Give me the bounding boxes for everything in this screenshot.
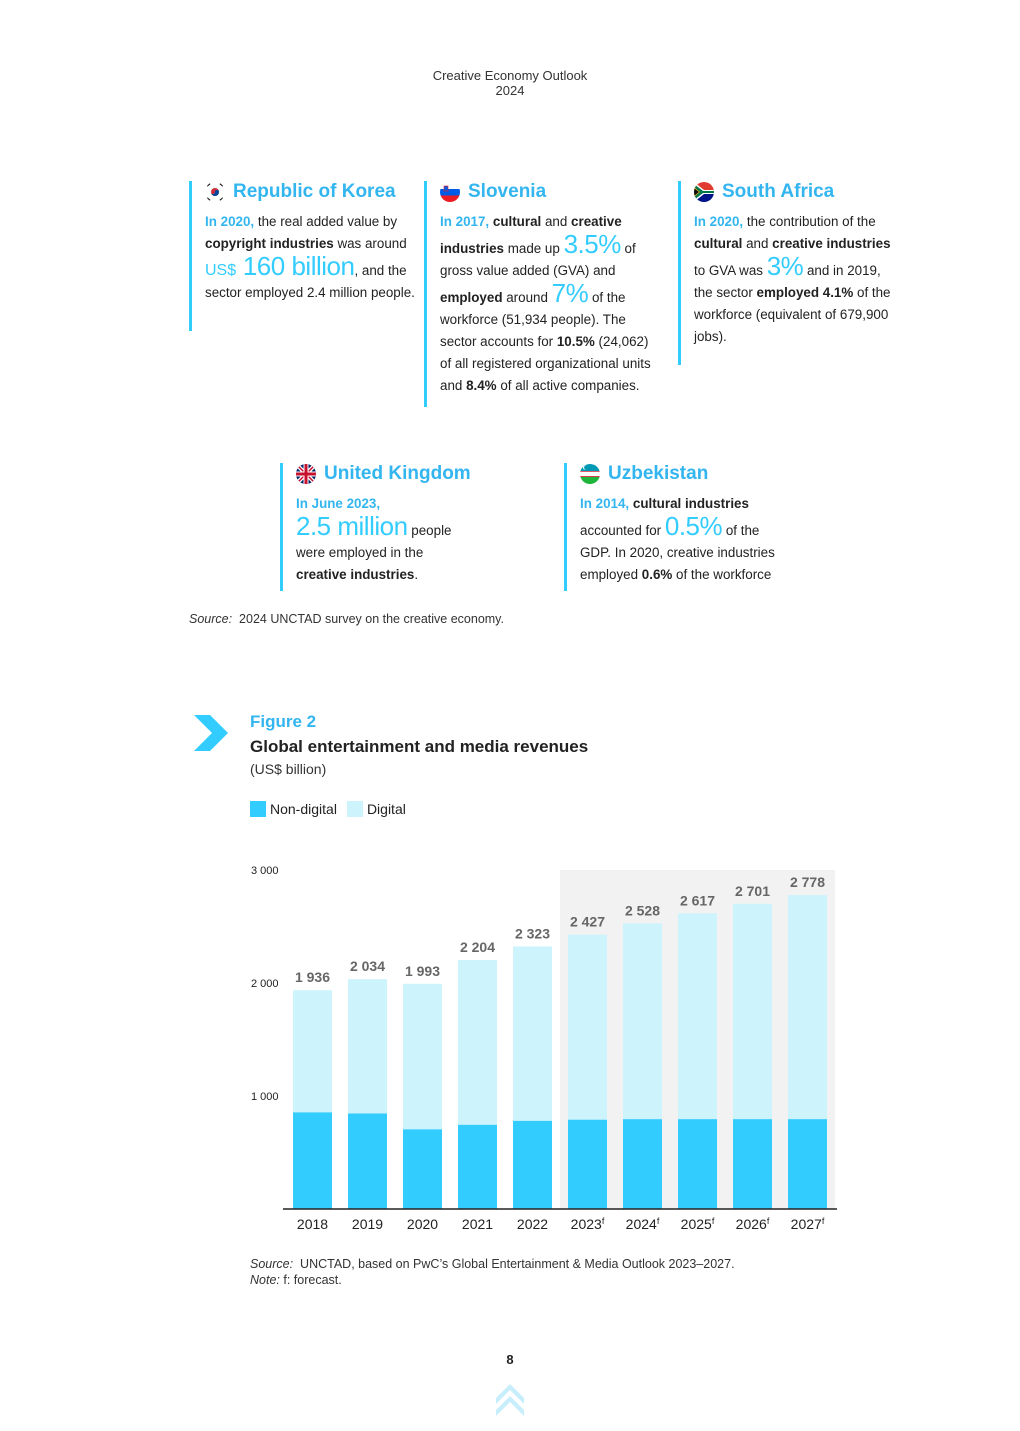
- source-note-figure: [250, 1256, 735, 1288]
- y-tick-label: 1 000: [251, 1091, 279, 1103]
- card-korea-title: [205, 181, 420, 203]
- uk-big1: 2.5 million: [296, 511, 408, 541]
- note-line: [250, 1272, 735, 1288]
- bar-digital: [458, 960, 497, 1125]
- slovenia-t7: of all active companies.: [496, 378, 640, 393]
- y-tick-label: 3 000: [251, 865, 279, 877]
- card-south-africa-heading: South Africa: [722, 181, 835, 202]
- bar-non-digital: [568, 1120, 607, 1209]
- uz-t1: accounted for: [580, 523, 665, 538]
- sa-big1: 3%: [766, 251, 804, 281]
- bar-non-digital: [513, 1121, 552, 1209]
- uz-big1: 0.5%: [664, 511, 723, 541]
- slovenia-t6: (24,062) of all registered organizational units and: [440, 334, 651, 393]
- card-south-africa-title: [694, 181, 899, 203]
- card-slovenia-title: [440, 181, 660, 203]
- slovenia-t3: of gross value added (GVA) and: [440, 241, 636, 278]
- uk-lead: In June 2023,: [296, 496, 381, 511]
- bar-non-digital: [293, 1112, 332, 1209]
- slovenia-lead: In 2017,: [440, 214, 490, 229]
- source1-label: Source:: [189, 612, 233, 626]
- bar-digital: [348, 979, 387, 1113]
- source2-label: Source:: [250, 1257, 294, 1271]
- figure-title: Global entertainment and media revenues: [250, 737, 589, 756]
- total-label: 2 427: [569, 913, 606, 930]
- card-uk-text: [296, 493, 471, 586]
- bar-digital: [623, 923, 662, 1119]
- korea-currency: US$: [205, 262, 237, 279]
- source-note-survey: [189, 611, 504, 627]
- korea-flag-icon: [205, 182, 225, 202]
- total-label: 2 778: [789, 874, 826, 891]
- slovenia-b1: cultural: [492, 214, 542, 229]
- korea-lead: In 2020,: [205, 214, 255, 229]
- uzbekistan-flag-icon: [580, 464, 600, 484]
- note-label: Note:: [250, 1273, 280, 1287]
- bar-digital: [568, 935, 607, 1120]
- bar-digital: [403, 984, 442, 1130]
- total-label: 2 617: [679, 892, 716, 909]
- sa-lead: In 2020,: [694, 214, 744, 229]
- chart-legend: [250, 801, 416, 817]
- bar-digital: [733, 904, 772, 1119]
- card-south-africa: [678, 181, 899, 365]
- card-uzbekistan: [564, 463, 780, 591]
- uk-t1: people were employed in the: [296, 523, 452, 560]
- revenue-bar-chart: [240, 860, 850, 1240]
- card-uzbekistan-text: [580, 493, 780, 586]
- total-label: 1 936: [294, 969, 331, 986]
- card-slovenia: [424, 181, 660, 407]
- sa-t4: and in 2019, the sector: [694, 263, 881, 300]
- bar-non-digital: [348, 1114, 387, 1209]
- sa-t1: the contribution of the: [743, 214, 876, 229]
- uk-t2: .: [414, 567, 419, 582]
- legend-item-digital: [347, 801, 406, 817]
- x-tick-label: 2023$^f$: [570, 1216, 605, 1232]
- running-header: [0, 68, 1020, 98]
- bar-non-digital: [458, 1125, 497, 1209]
- card-uzbekistan-title: [580, 463, 780, 485]
- x-tick-label: 2025$^f$: [680, 1216, 715, 1232]
- uz-b2: 0.6%: [641, 567, 673, 582]
- header-title: Creative Economy Outlook: [432, 68, 588, 83]
- slovenia-big1: 3.5%: [563, 229, 621, 259]
- sa-b2: creative industries: [772, 236, 891, 251]
- uz-lead: In 2014,: [580, 496, 630, 511]
- x-tick-label: 2027$^f$: [790, 1216, 825, 1232]
- total-label: 2 528: [624, 902, 661, 919]
- legend-swatch-digital: [347, 801, 363, 817]
- bar-digital: [293, 990, 332, 1112]
- slovenia-b2: creative industries: [440, 214, 622, 256]
- korea-t2: was around: [333, 236, 407, 251]
- total-label: 2 204: [459, 938, 496, 955]
- bar-non-digital: [678, 1119, 717, 1209]
- slovenia-b4: 10.5%: [556, 334, 595, 349]
- slovenia-t2: made up: [504, 241, 564, 256]
- note-text: f: forecast.: [279, 1273, 342, 1287]
- korea-t3: , and the sector employed 2.4 million people.: [205, 263, 415, 300]
- uk-flag-icon: [296, 464, 316, 484]
- sa-b3: employed 4.1%: [756, 285, 854, 300]
- x-tick-label: 2018: [296, 1216, 329, 1232]
- korea-b1: copyright industries: [205, 236, 334, 251]
- slovenia-b3: employed: [440, 290, 503, 305]
- card-uk-heading: United Kingdom: [324, 463, 471, 484]
- x-tick-label: 2022: [516, 1216, 549, 1232]
- uz-t2: of the GDP. In 2020, creative industries employed: [580, 523, 775, 582]
- total-label: 2 034: [349, 958, 386, 975]
- sa-b1: cultural: [694, 236, 743, 251]
- card-uk: [280, 463, 471, 591]
- legend-swatch-non-digital: [250, 801, 266, 817]
- total-label: 1 993: [404, 962, 441, 979]
- x-tick-label: 2020: [406, 1216, 439, 1232]
- total-label: 2 701: [734, 882, 771, 899]
- sa-t2: and: [742, 236, 773, 251]
- source2-line: [250, 1256, 735, 1272]
- korea-amount: 160 billion: [236, 251, 355, 281]
- figure-label: Figure 2: [250, 712, 317, 731]
- sa-t5: of the workforce (equivalent of 679,900 jobs).: [694, 285, 891, 344]
- card-slovenia-text: [440, 211, 660, 397]
- bar-digital: [678, 913, 717, 1119]
- slovenia-t1: and: [541, 214, 572, 229]
- card-uk-title: [296, 463, 471, 485]
- card-korea-text: [205, 211, 420, 304]
- x-tick-label: 2024$^f$: [625, 1216, 660, 1232]
- x-tick-label: 2021: [461, 1216, 494, 1232]
- bar-non-digital: [733, 1119, 772, 1209]
- uk-b1: creative industries: [296, 567, 415, 582]
- x-tick-label: 2019: [351, 1216, 384, 1232]
- slovenia-flag-icon: [440, 182, 460, 202]
- card-korea: [189, 181, 420, 331]
- korea-t1: the real added value by: [254, 214, 398, 229]
- legend-label-non-digital: Non-digital: [270, 801, 337, 817]
- slovenia-big2: 7%: [551, 278, 589, 308]
- figure-unit: (US$ billion): [250, 761, 327, 777]
- bar-non-digital: [788, 1119, 827, 1209]
- bar-non-digital: [623, 1119, 662, 1209]
- uz-b1: cultural industries: [632, 496, 749, 511]
- uz-t3: of the workforce: [672, 567, 772, 582]
- slovenia-t4: around: [502, 290, 552, 305]
- south-africa-flag-icon: [694, 182, 714, 202]
- legend-label-digital: Digital: [366, 801, 406, 817]
- y-tick-label: 2 000: [251, 978, 279, 990]
- bar-digital: [788, 895, 827, 1119]
- total-label: 2 323: [514, 925, 551, 942]
- bar-non-digital: [403, 1129, 442, 1209]
- card-korea-heading: Republic of Korea: [233, 181, 396, 202]
- slovenia-b5: 8.4%: [466, 378, 497, 393]
- back-to-top-icon[interactable]: [494, 1380, 526, 1418]
- x-tick-label: 2026$^f$: [735, 1216, 770, 1232]
- legend-item-non-digital: [250, 801, 337, 817]
- page-number: 8: [506, 1352, 514, 1367]
- bar-digital: [513, 947, 552, 1121]
- source1-text: 2024 UNCTAD survey on the creative economy.: [239, 612, 504, 626]
- sa-t3: to GVA was: [694, 263, 767, 278]
- slovenia-t5: of the workforce (51,934 people). The sector accounts for: [440, 290, 626, 349]
- header-year: 2024: [495, 83, 525, 98]
- chevron-right-icon: [190, 713, 230, 753]
- card-uzbekistan-heading: Uzbekistan: [608, 463, 709, 484]
- card-south-africa-text: [694, 211, 899, 348]
- card-slovenia-heading: Slovenia: [468, 181, 547, 202]
- source2-text: UNCTAD, based on PwC’s Global Entertainment & Media Outlook 2023–2027.: [300, 1257, 735, 1271]
